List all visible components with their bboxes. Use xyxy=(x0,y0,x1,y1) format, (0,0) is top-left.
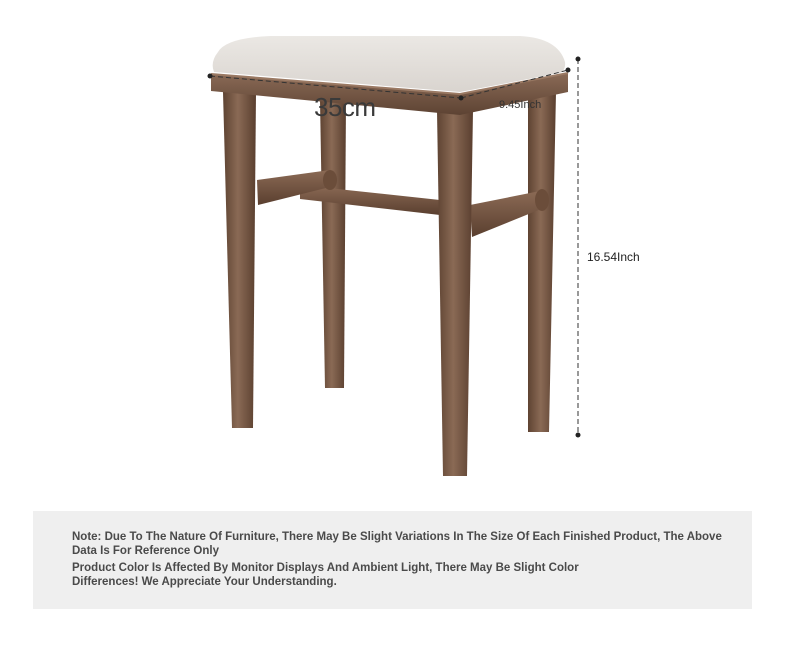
width-dimension-label: 35cm xyxy=(314,92,376,122)
depth-dimension-label: 9.45Inch xyxy=(499,99,542,111)
back-stretcher xyxy=(300,185,440,215)
height-dimension-label: 16.54Inch xyxy=(587,250,640,264)
front-left-leg xyxy=(223,92,256,428)
front-right-leg xyxy=(437,110,473,476)
back-left-leg xyxy=(320,100,346,388)
note-size-variation: Note: Due To The Nature Of Furniture, There May Be Slight Variations In The Size Of Each Finished Product, The Above Data Is For Reference Only xyxy=(72,531,722,557)
note-panel xyxy=(33,511,752,609)
back-right-leg xyxy=(528,92,556,432)
note-color-variation: Product Color Is Affected By Monitor Displays And Ambient Light, There May Be Slight Color Differences! We Appreciate Your Understanding. xyxy=(72,562,579,588)
